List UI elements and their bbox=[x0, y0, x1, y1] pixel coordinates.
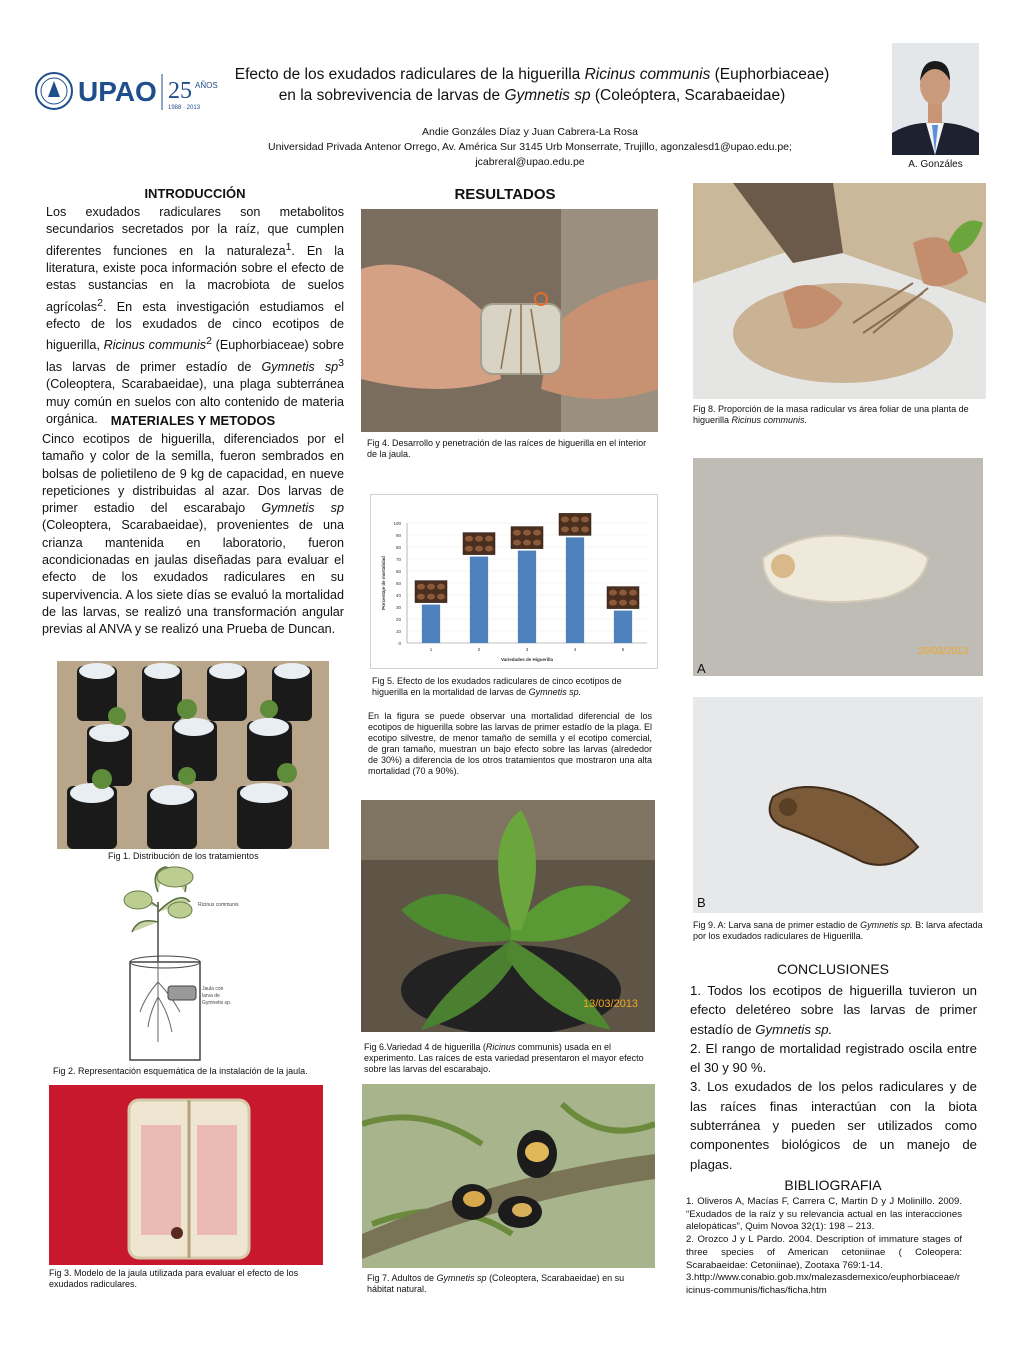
chart-ytick-label: 100 bbox=[393, 521, 401, 526]
intro-p1: Los exudados radiculares son metabolitos secundarios secretados por la raíz, que cumplen diferentes funciones en la naturaleza bbox=[46, 205, 344, 258]
fig5-caption-a: Fig 5. Efecto de los exudados radiculares de cinco ecotipos de higuerilla en la mortalidad de larvas de bbox=[372, 676, 622, 697]
intro-italic-gymnetis: Gymnetis sp bbox=[261, 360, 339, 375]
authors-block bbox=[230, 125, 830, 170]
chart-ytick-label: 30 bbox=[395, 605, 401, 610]
chart-xtick-label: 5 bbox=[621, 647, 625, 652]
chart-seed bbox=[427, 594, 435, 600]
poster-title bbox=[222, 64, 842, 106]
fig4-photo bbox=[361, 209, 658, 432]
chart-seed bbox=[561, 526, 569, 532]
conclusion-1-italic: Gymnetis sp. bbox=[755, 1021, 833, 1037]
title-line2-b: (Coleóptera, Scarabaeidae) bbox=[590, 87, 786, 104]
methods-p1: Cinco ecotipos de higuerilla, diferenciados por el tamaño y color de la semilla, fueron sembrados en bolsas de polietileno de 9 kg de capacidad, en nueve repeticiones y distribuidas al azar. Dos larvas de primer estadio del escarabajo bbox=[42, 432, 344, 516]
chart-seed bbox=[609, 600, 617, 606]
chart-bar-1 bbox=[422, 605, 440, 643]
chart-seed bbox=[513, 530, 521, 536]
fig9-date: 20/03/2013 bbox=[918, 646, 969, 657]
chart-ytick-label: 40 bbox=[395, 593, 401, 598]
chart-seed bbox=[629, 590, 637, 596]
logo-years: 1988 · 2013 bbox=[168, 105, 201, 111]
fig1-caption: Fig 1. Distribución de los tratamientos bbox=[108, 851, 259, 861]
chart-seed bbox=[513, 540, 521, 546]
chart-seed bbox=[629, 600, 637, 606]
chart-xtick-label: 3 bbox=[525, 647, 529, 652]
fig6-caption-italic: Ricinus bbox=[485, 1042, 516, 1052]
chart-xlabel: Variedades de Higuerilla bbox=[500, 657, 554, 662]
logo-text: UPAO bbox=[78, 76, 157, 107]
methods-italic-gymnetis: Gymnetis sp bbox=[261, 501, 344, 516]
chart-ytick-label: 10 bbox=[395, 629, 401, 634]
methods-text bbox=[42, 431, 344, 639]
title-line1-a: Efecto de los exudados radiculares de la higuerilla bbox=[234, 66, 585, 83]
conclusion-2: 2. El rango de mortalidad registrado oscila entre el 30 y 90 %. bbox=[690, 1040, 977, 1076]
logo-anniv-word: AÑOS bbox=[195, 81, 218, 90]
chart-seed bbox=[619, 590, 627, 596]
intro-p2: . En la literatura, existe poca información sobre el efecto de estas sustancias en la macrobiota de suelos agrícolas bbox=[46, 243, 344, 314]
chart-seed bbox=[437, 584, 445, 590]
chart-xtick-label: 4 bbox=[573, 647, 577, 652]
chart-ytick-label: 90 bbox=[395, 533, 401, 538]
fig8-caption bbox=[693, 404, 983, 426]
chart-bar-4 bbox=[566, 537, 584, 643]
chart-seed bbox=[465, 546, 473, 552]
conclusions-text bbox=[690, 981, 977, 1174]
fig2-caption: Fig 2. Representación esquemática de la instalación de la jaula. bbox=[53, 1066, 308, 1076]
email-2: jcabreral@upao.edu.pe bbox=[475, 156, 585, 168]
chart-ytick-label: 20 bbox=[395, 617, 401, 622]
fig9b-photo bbox=[693, 697, 983, 913]
methods-title: MATERIALES Y METODOS bbox=[110, 413, 276, 428]
chart-ytick-label: 80 bbox=[395, 545, 401, 550]
intro-text bbox=[46, 204, 344, 428]
chart-bar-5 bbox=[614, 611, 632, 643]
chart-seed bbox=[523, 530, 531, 536]
bib-entry-1: 1. Oliveros A, Macías F, Carrera C, Martin D y J Molinillo. 2009. “Exudados de la raíz y su relevancia actual en las interacciones alelopáticas”, Quim Novoa 32(1): 198 – 213. bbox=[686, 1196, 962, 1233]
chart-seed bbox=[571, 516, 579, 522]
title-line1-b: (Euphorbiaceae) bbox=[710, 66, 830, 83]
fig9-caption bbox=[693, 920, 983, 942]
chart-seed bbox=[561, 516, 569, 522]
chart-seed bbox=[533, 540, 541, 546]
chart-seed bbox=[427, 584, 435, 590]
intro-p3: . En esta investigación estudiamos el efecto de los exudados de cinco ecotipos de higuerilla, bbox=[46, 299, 344, 353]
fig9-letter-a: A bbox=[697, 661, 706, 676]
chart-ytick-label: 60 bbox=[395, 569, 401, 574]
chart-seed bbox=[609, 590, 617, 596]
intro-p5: (Coleoptera, Scarabaeidae), una plaga subterránea muy común en suelos con alto contenido de materia orgánica. bbox=[46, 377, 344, 427]
chart-seed bbox=[465, 536, 473, 542]
chart-seed bbox=[485, 536, 493, 542]
conclusion-3: 3. Los exudados de los pelos radiculares y de las raíces finas interactúan con la biota subterránea y pueden ser utilizados como componentes biológicos de un manejo de plagas. bbox=[690, 1079, 977, 1172]
chart-ylabel: Porcentaje de mortalidad bbox=[381, 556, 386, 610]
title-line2-italic: Gymnetis sp bbox=[504, 87, 591, 104]
bibliography-list bbox=[686, 1196, 962, 1298]
fig9-caption-italic: Gymnetis sp. bbox=[860, 920, 913, 930]
fig6-date: 13/03/2013 bbox=[583, 998, 639, 1010]
conclusion-1 bbox=[690, 981, 977, 1039]
intro-title: INTRODUCCIÓN bbox=[144, 186, 246, 201]
fig7-caption bbox=[367, 1273, 652, 1295]
fig2-label-gymnetis: Gymnetis sp. bbox=[202, 1000, 232, 1006]
chart-seed bbox=[417, 594, 425, 600]
chart-seed bbox=[485, 546, 493, 552]
intro-sup4: 3 bbox=[338, 356, 344, 369]
fig5-chart bbox=[370, 494, 658, 669]
fig7-caption-a: Fig 7. Adultos de bbox=[367, 1273, 437, 1283]
fig5-caption bbox=[372, 676, 652, 698]
intro-sup3: 2 bbox=[206, 335, 212, 348]
fig3-photo bbox=[49, 1085, 323, 1265]
chart-seed bbox=[523, 540, 531, 546]
intro-sup1: 1 bbox=[285, 240, 292, 253]
methods-p2: (Coleoptera, Scarabaeidae), provenientes de una crianza mantenida en laboratorio, fueron acondicionadas en jaulas diseñadas para evaluar el efecto de los exudados radiculares en su supervivencia. A los siete días se evaluó la mortalidad de las larvas, se realizó una transformación angular previas al ANVA y se realizó una Prueba de Duncan. bbox=[42, 518, 344, 637]
chart-seed bbox=[475, 536, 483, 542]
photo-caption: A. Gonzáles bbox=[908, 159, 963, 170]
fig9a-photo bbox=[693, 458, 983, 676]
fig7-photo bbox=[362, 1084, 655, 1268]
fig8-photo bbox=[693, 183, 986, 399]
bib-entry-3[interactable]: 3.http://www.conabio.gob.mx/malezasdemexico/euphorbiaceae/ricinus-communis/fichas/ficha.htm bbox=[686, 1272, 961, 1296]
chart-seed bbox=[581, 516, 589, 522]
fig6-caption bbox=[364, 1042, 652, 1075]
chart-ytick-label: 70 bbox=[395, 557, 401, 562]
fig2-label-larva: larva de bbox=[202, 993, 220, 999]
fig9-caption-a: Fig 9. A: Larva sana de primer estadio de bbox=[693, 920, 861, 930]
bibliography-title: BIBLIOGRAFIA bbox=[784, 1177, 882, 1193]
intro-sup2: 2 bbox=[97, 296, 103, 309]
conclusion-1-a: 1. Todos los ecotipos de higuerilla tuvieron un efecto deletéreo sobre las larvas de primer estadío de bbox=[690, 983, 977, 1037]
author-photo bbox=[892, 43, 979, 155]
fig8-caption-italic: Ricinus communis. bbox=[731, 415, 808, 425]
fig9-caption-b: B: larva afectada por los exudados radiculares de Higuerilla. bbox=[693, 920, 983, 941]
fig6-photo bbox=[361, 800, 655, 1032]
fig6-caption-a: Fig 6.Variedad 4 de higuerilla ( bbox=[364, 1042, 486, 1052]
intro-italic-ricinus: Ricinus communis bbox=[103, 338, 207, 353]
chart-seed bbox=[417, 584, 425, 590]
title-line1-italic: Ricinus communis bbox=[584, 66, 711, 83]
fig3-caption: Fig 3. Modelo de la jaula utilizada para evaluar el efecto de los exudados radiculares. bbox=[49, 1268, 299, 1289]
fig7-caption-b: (Coleoptera, Scarabaeidae) en su hábitat natural. bbox=[367, 1273, 625, 1294]
fig7-caption-italic: Gymnetis sp bbox=[436, 1273, 487, 1283]
fig9-letter-b: B bbox=[697, 895, 706, 910]
fig5-explanation: En la figura se puede observar una mortalidad diferencial de los ecotipos de higuerilla sobre las larvas de primer estadío de la plaga. El ecotipo silvestre, de menor tamaño de semilla y el ecotipo comercial, de gran tamaño, muestran un bajo efecto sobre las larvas (alrededor de 30%) a diferencia de los otros tratamientos que mostraron una alta mortalidad (70 a 90%). bbox=[368, 711, 652, 776]
title-line2-a: en la sobrevivencia de larvas de bbox=[278, 87, 505, 104]
logo-anniv: 25 bbox=[168, 78, 192, 104]
affiliation: Universidad Privada Antenor Orrego, Av. América Sur 3145 Urb Monserrate, Trujillo, agonzalesd1@upao.edu.pe; bbox=[268, 141, 792, 153]
chart-seed bbox=[475, 546, 483, 552]
chart-seed bbox=[581, 526, 589, 532]
authors: Andie Gonzáles Díaz y Juan Cabrera-La Rosa bbox=[422, 126, 638, 138]
fig4-caption: Fig 4. Desarrollo y penetración de las raíces de higuerilla en el interior de la jaula. bbox=[367, 438, 647, 459]
chart-seed bbox=[437, 594, 445, 600]
chart-xtick-label: 2 bbox=[477, 647, 481, 652]
upao-logo bbox=[34, 66, 224, 116]
chart-seed bbox=[619, 600, 627, 606]
chart-ytick-label: 50 bbox=[395, 581, 401, 586]
chart-bar-3 bbox=[518, 551, 536, 643]
chart-seed bbox=[571, 526, 579, 532]
chart-seed bbox=[533, 530, 541, 536]
fig1-photo bbox=[57, 661, 329, 849]
fig2-label-ricinus: Ricinus communis bbox=[198, 902, 239, 908]
conclusions-title: CONCLUSIONES bbox=[776, 961, 890, 977]
fig5-caption-italic: Gymnetis sp. bbox=[528, 687, 582, 697]
fig2-label-jaula: Jaula con bbox=[202, 986, 224, 992]
chart-bar-2 bbox=[470, 557, 488, 643]
chart-ytick-label: 0 bbox=[398, 641, 401, 646]
fig8-caption-a: Fig 8. Proporción de la masa radicular vs área foliar de una planta de higuerilla bbox=[693, 404, 969, 425]
intro-p4: (Euphorbiaceae) sobre las larvas de primer estadío de bbox=[46, 338, 344, 375]
results-title: RESULTADOS bbox=[454, 186, 556, 203]
fig2-diagram bbox=[120, 862, 270, 1064]
chart-xtick-label: 1 bbox=[429, 647, 433, 652]
bib-entry-2: 2. Orozco J y L Pardo. 2004. Description of immature stages of three species of American cetoniinae ( Coleopera: Scarabaeidae: Cetoniinae), Zootaxa 769:1-14. bbox=[686, 1234, 962, 1271]
fig6-caption-b: communis) usada en el experimento. Las raíces de esta variedad presentaron el mayor efecto sobre las larvas del escarabajo. bbox=[364, 1042, 644, 1074]
